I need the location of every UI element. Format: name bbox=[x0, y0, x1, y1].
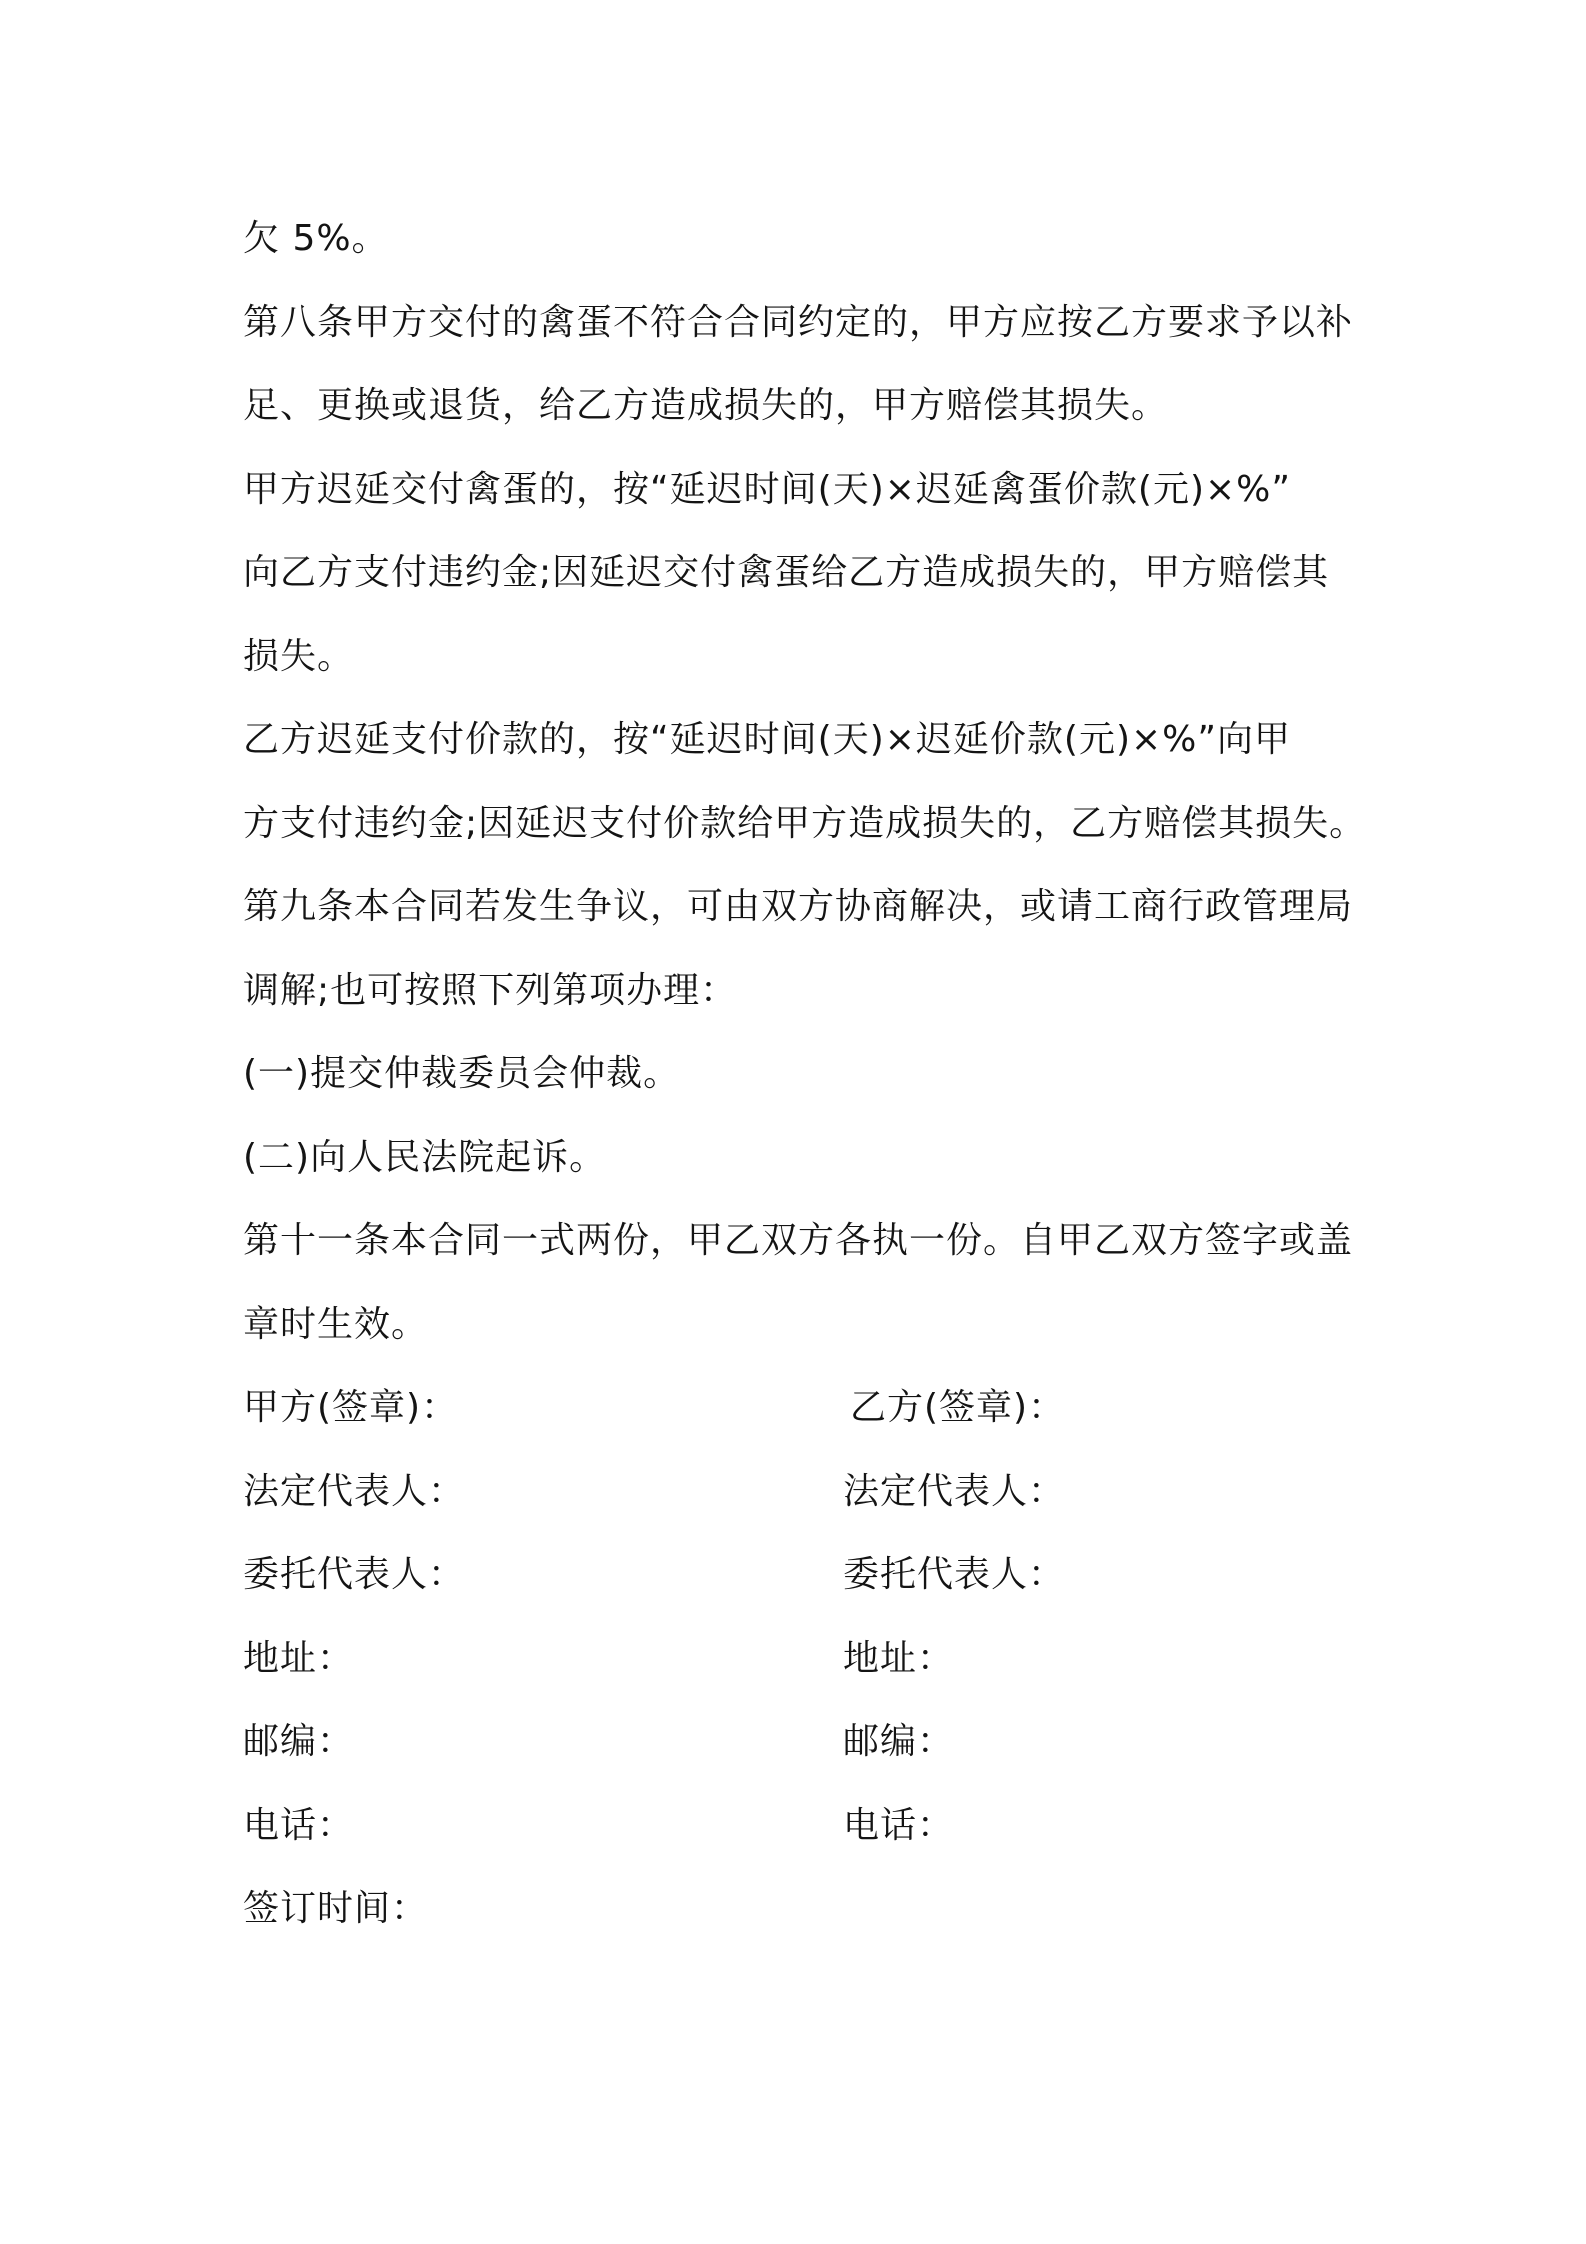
party-b-legal-rep-label: 法定代表人： bbox=[843, 1470, 1066, 1512]
signature-row-address bbox=[243, 1617, 1368, 1701]
party-a-address-label: 地址： bbox=[243, 1637, 355, 1679]
article-9-line-2: 调解;也可按照下列第项办理： bbox=[243, 969, 738, 1011]
party-a-postcode-label: 邮编： bbox=[243, 1721, 355, 1762]
party-a-delay-line-1: 甲方迟延交付禽蛋的，按“延迟时间(天)×迟延禽蛋价款(元)×%” bbox=[243, 468, 1292, 510]
signature-row-signing-time bbox=[243, 1867, 1368, 1951]
party-b-address-label: 地址： bbox=[843, 1637, 955, 1679]
signature-row-legal-rep bbox=[243, 1450, 1368, 1534]
article-11-line-2: 章时生效。 bbox=[243, 1303, 429, 1345]
signature-row-postcode bbox=[243, 1700, 1368, 1784]
signature-row-seal bbox=[243, 1366, 1368, 1450]
text-line: 欠 5%。 bbox=[243, 218, 389, 259]
article-11-line-1: 第十一条本合同一式两份，甲乙双方各执一份。自甲乙双方签字或盖 bbox=[243, 1220, 1354, 1261]
party-a-legal-rep-label: 法定代表人： bbox=[243, 1470, 466, 1512]
party-b-agent-label: 委托代表人： bbox=[843, 1554, 1066, 1595]
party-a-phone-label: 电话： bbox=[243, 1804, 355, 1846]
article-8-line-1: 第八条甲方交付的禽蛋不符合合同约定的，甲方应按乙方要求予以补 bbox=[243, 301, 1354, 343]
option-arbitration: (一)提交仲裁委员会仲裁。 bbox=[243, 1053, 681, 1094]
party-b-delay-line-1: 乙方迟延支付价款的，按“延迟时间(天)×迟延价款(元)×%”向甲 bbox=[243, 719, 1292, 760]
party-b-phone-label: 电话： bbox=[843, 1804, 955, 1846]
party-a-agent-label: 委托代表人： bbox=[243, 1554, 466, 1595]
option-court: (二)向人民法院起诉。 bbox=[243, 1136, 607, 1178]
signature-row-phone bbox=[243, 1784, 1368, 1868]
party-b-postcode-label: 邮编： bbox=[843, 1721, 955, 1762]
signing-time-label: 签订时间： bbox=[243, 1888, 429, 1929]
article-9-line-1: 第九条本合同若发生争议，可由双方协商解决，或请工商行政管理局 bbox=[243, 886, 1354, 927]
party-a-delay-line-3: 损失。 bbox=[243, 635, 355, 677]
document-body bbox=[243, 197, 1368, 1951]
party-b-seal-label: 乙方(签章)： bbox=[850, 1387, 1066, 1428]
signature-row-agent bbox=[243, 1533, 1368, 1617]
party-a-seal-label: 甲方(签章)： bbox=[243, 1387, 459, 1428]
party-b-delay-line-2: 方支付违约金;因延迟支付价款给甲方造成损失的，乙方赔偿其损失。 bbox=[243, 802, 1367, 844]
party-a-delay-line-2: 向乙方支付违约金;因延迟交付禽蛋给乙方造成损失的，甲方赔偿其 bbox=[243, 552, 1330, 593]
article-8-line-2: 足、更换或退货，给乙方造成损失的，甲方赔偿其损失。 bbox=[243, 385, 1169, 426]
